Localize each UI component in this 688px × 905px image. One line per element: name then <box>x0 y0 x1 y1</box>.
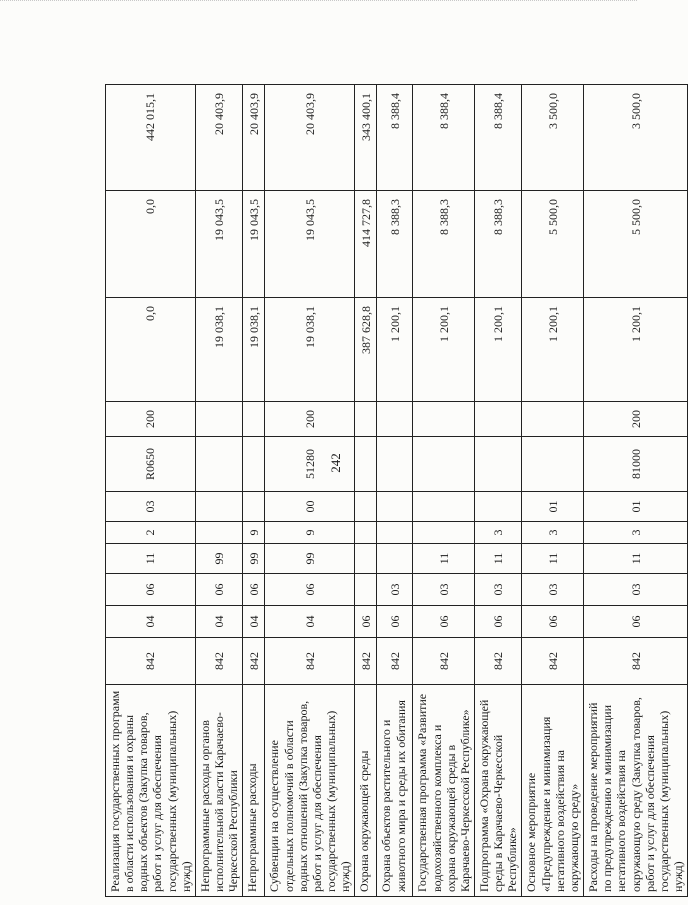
row-name-cell: Расходы на проведение мероприятий по предупреждению и минимизации негативного воздействия на окружающую среду (Закупка товаров, работ и услуг для обеспечения государственных (муниципальных) нужд) <box>584 685 688 897</box>
code-cell: 842 <box>522 638 584 685</box>
table-row <box>106 85 196 897</box>
code-cell <box>474 402 521 437</box>
table-body <box>106 85 688 897</box>
amount-cell: 19 038,1 <box>243 298 265 402</box>
code-cell: 200 <box>584 402 688 437</box>
amount-cell: 3 500,0 <box>584 85 688 191</box>
code-cell <box>377 402 413 437</box>
code-cell: 11 <box>413 544 475 574</box>
code-cell: 2 <box>106 522 196 544</box>
code-cell: 04 <box>106 606 196 638</box>
code-cell: 99 <box>265 544 355 574</box>
code-cell: 11 <box>474 544 521 574</box>
code-cell <box>195 402 242 437</box>
code-cell <box>355 544 377 574</box>
code-cell <box>413 402 475 437</box>
amount-cell: 19 043,5 <box>243 191 265 298</box>
amount-cell: 1 200,1 <box>474 298 521 402</box>
code-cell: 03 <box>106 492 196 522</box>
amount-cell: 0,0 <box>106 298 196 402</box>
code-cell: 00 <box>265 492 355 522</box>
code-cell: 06 <box>522 606 584 638</box>
amount-cell: 442 015,1 <box>106 85 196 191</box>
code-cell: 06 <box>195 574 242 606</box>
row-name-cell: Охрана окружающей среды <box>355 685 377 897</box>
amount-cell: 20 403,9 <box>195 85 242 191</box>
code-cell <box>522 402 584 437</box>
code-cell: 3 <box>522 522 584 544</box>
row-name-cell: Основное мероприятие «Предупреждение и минимизация негативного воздействия на окружающую среду» <box>522 685 584 897</box>
code-cell: 03 <box>377 574 413 606</box>
amount-cell: 343 400,1 <box>355 85 377 191</box>
code-cell: 03 <box>474 574 521 606</box>
code-cell: 842 <box>243 638 265 685</box>
code-cell: 06 <box>413 606 475 638</box>
code-cell <box>474 492 521 522</box>
code-cell: 99 <box>243 544 265 574</box>
code-cell: 200 <box>106 402 196 437</box>
table-row <box>265 85 355 897</box>
code-cell: 06 <box>474 606 521 638</box>
amount-cell: 19 043,5 <box>195 191 242 298</box>
table-row <box>377 85 413 897</box>
code-cell <box>195 522 242 544</box>
code-cell: 03 <box>413 574 475 606</box>
table-row <box>584 85 688 897</box>
code-cell: 06 <box>243 574 265 606</box>
code-cell: 01 <box>522 492 584 522</box>
code-cell <box>355 437 377 492</box>
row-name-cell: Подпрограмма «Охрана окружающей среды в Карачаево-Черкесской Республике» <box>474 685 521 897</box>
code-cell <box>355 574 377 606</box>
code-cell: 11 <box>584 544 688 574</box>
code-cell: 842 <box>584 638 688 685</box>
table-row <box>522 85 584 897</box>
amount-cell: 8 388,3 <box>413 191 475 298</box>
code-cell <box>355 522 377 544</box>
code-cell: 842 <box>355 638 377 685</box>
code-cell <box>355 402 377 437</box>
code-cell <box>377 437 413 492</box>
amount-cell: 1 200,1 <box>413 298 475 402</box>
table-row <box>413 85 475 897</box>
code-cell: 81000 <box>584 437 688 492</box>
code-cell: 06 <box>377 606 413 638</box>
code-cell: 842 <box>265 638 355 685</box>
amount-cell: 8 388,4 <box>377 85 413 191</box>
row-name-cell: Непрограммные расходы органов исполнительной власти Карачаево-Черкесской Республики <box>195 685 242 897</box>
code-cell: 3 <box>474 522 521 544</box>
code-cell: 06 <box>265 574 355 606</box>
row-name-cell: Реализация государственных программ в области использования и охраны водных объектов (Закупка товаров, работ и услуг для обеспечения государственных (муниципальных) нужд) <box>106 685 196 897</box>
amount-cell: 8 388,4 <box>413 85 475 191</box>
row-name-cell: Субвенции на осуществление отдельных полномочий в области водных отношений (Закупка товаров, работ и услуг для обеспечения государственных (муниципальных) нужд) <box>265 685 355 897</box>
table-row <box>474 85 521 897</box>
budget-table-rotated <box>105 85 685 897</box>
code-cell: 3 <box>584 522 688 544</box>
code-cell <box>377 522 413 544</box>
code-cell: 04 <box>243 606 265 638</box>
code-cell: 9 <box>265 522 355 544</box>
budget-table <box>105 84 688 897</box>
amount-cell: 19 038,1 <box>265 298 355 402</box>
amount-cell: 414 727,8 <box>355 191 377 298</box>
code-cell: 11 <box>522 544 584 574</box>
code-cell: 9 <box>243 522 265 544</box>
code-cell: 03 <box>522 574 584 606</box>
code-cell <box>377 492 413 522</box>
code-cell: 99 <box>195 544 242 574</box>
table-row <box>355 85 377 897</box>
code-cell: 01 <box>584 492 688 522</box>
code-cell <box>243 437 265 492</box>
amount-cell: 8 388,3 <box>474 191 521 298</box>
amount-cell: 387 628,8 <box>355 298 377 402</box>
code-cell <box>195 437 242 492</box>
amount-cell: 19 038,1 <box>195 298 242 402</box>
code-cell <box>195 492 242 522</box>
amount-cell: 5 500,0 <box>522 191 584 298</box>
table-row <box>243 85 265 897</box>
code-cell: 842 <box>195 638 242 685</box>
code-cell: 842 <box>106 638 196 685</box>
row-name-cell: Непрограммные расходы <box>243 685 265 897</box>
code-cell: 200 <box>265 402 355 437</box>
page-number: 242 <box>328 453 343 473</box>
table-row <box>195 85 242 897</box>
code-cell: R0650 <box>106 437 196 492</box>
code-cell <box>355 492 377 522</box>
code-cell <box>474 437 521 492</box>
code-cell <box>413 492 475 522</box>
code-cell <box>522 437 584 492</box>
amount-cell: 19 043,5 <box>265 191 355 298</box>
amount-cell: 8 388,4 <box>474 85 521 191</box>
amount-cell: 8 388,3 <box>377 191 413 298</box>
code-cell: 51280 <box>265 437 355 492</box>
code-cell: 11 <box>106 544 196 574</box>
code-cell: 842 <box>377 638 413 685</box>
amount-cell: 3 500,0 <box>522 85 584 191</box>
code-cell <box>243 402 265 437</box>
code-cell <box>243 492 265 522</box>
amount-cell: 20 403,9 <box>265 85 355 191</box>
code-cell: 03 <box>584 574 688 606</box>
code-cell: 04 <box>195 606 242 638</box>
row-name-cell: Государственная программа «Развитие водохозяйственного комплекса и охрана окружающей среды в Карачаево-Черкесской Республике» <box>413 685 475 897</box>
amount-cell: 0,0 <box>106 191 196 298</box>
code-cell: 842 <box>474 638 521 685</box>
code-cell: 06 <box>355 606 377 638</box>
code-cell: 842 <box>413 638 475 685</box>
amount-cell: 5 500,0 <box>584 191 688 298</box>
amount-cell: 20 403,9 <box>243 85 265 191</box>
amount-cell: 1 200,1 <box>522 298 584 402</box>
row-name-cell: Охрана объектов растительного и животного мира и среды их обитания <box>377 685 413 897</box>
amount-cell: 1 200,1 <box>377 298 413 402</box>
code-cell: 06 <box>106 574 196 606</box>
code-cell <box>413 522 475 544</box>
amount-cell: 1 200,1 <box>584 298 688 402</box>
scan-edge-noise <box>0 0 637 15</box>
code-cell: 04 <box>265 606 355 638</box>
code-cell: 06 <box>584 606 688 638</box>
code-cell <box>377 544 413 574</box>
code-cell <box>413 437 475 492</box>
